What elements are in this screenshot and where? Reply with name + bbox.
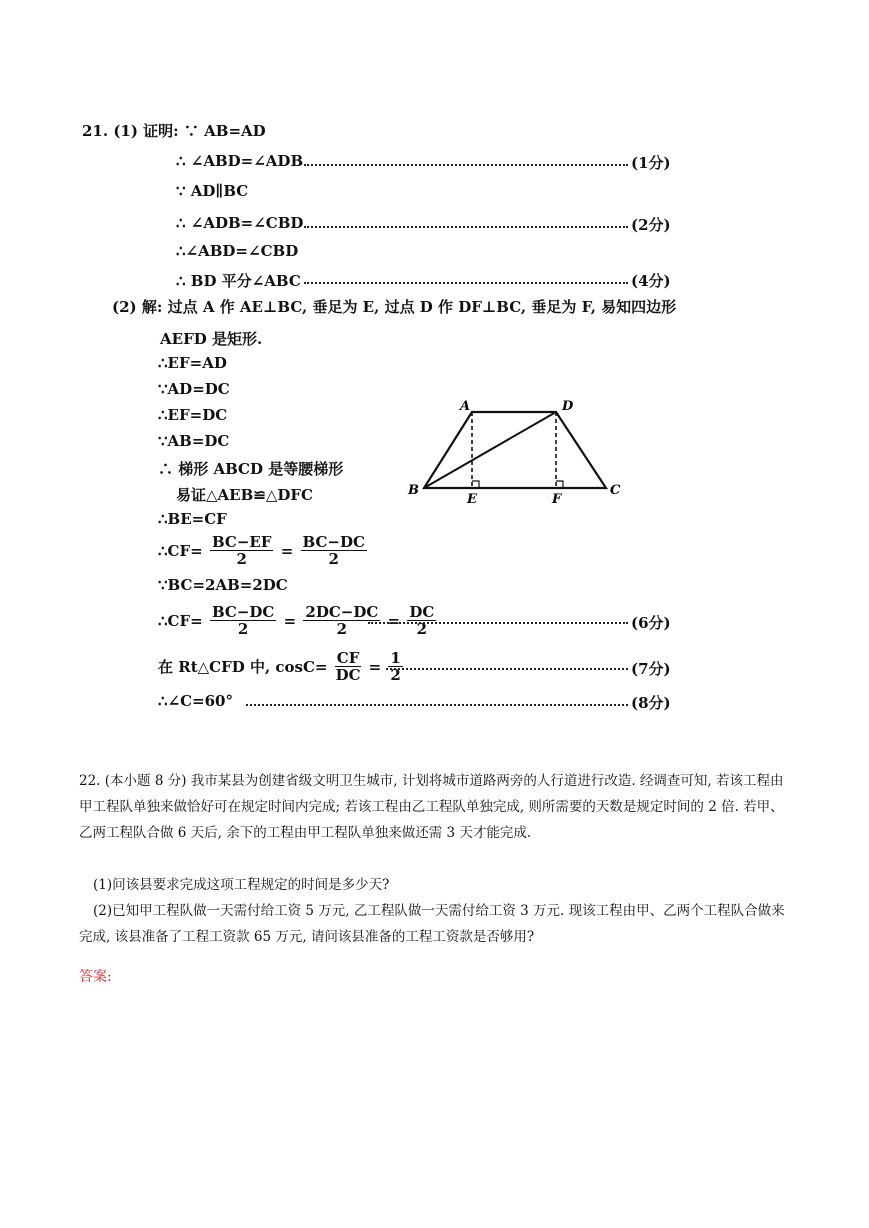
score-4: (4分) bbox=[631, 272, 671, 290]
leader-dots bbox=[304, 226, 628, 228]
score-1: (1分) bbox=[631, 154, 671, 172]
score-7: (7分) bbox=[631, 660, 671, 678]
q21-solution-scan bbox=[76, 108, 696, 728]
q21-line-13: ∴ 梯形 ABCD 是等腰梯形 bbox=[158, 460, 344, 478]
equals-sign: = bbox=[280, 541, 294, 560]
q21-line-15: ∴BE=CF bbox=[158, 510, 227, 528]
q21-line-4: ∴ ∠ADB=∠CBD bbox=[176, 214, 304, 232]
trapezoid-abcd bbox=[424, 412, 606, 488]
q21-line-17: ∵BC=2AB=2DC bbox=[158, 576, 288, 594]
q22-part-2: (2)已知甲工程队做一天需付给工资 5 万元, 乙工程队做一天需付给工资 3 万元. 现该工程由甲、乙两个工程队合做来完成, 该县准备了工程工资款 65 万元, 请问该县准备的工程工资款是否够用? bbox=[79, 903, 785, 945]
diagonal-bd bbox=[424, 412, 556, 488]
q21-line-19 bbox=[158, 650, 405, 683]
q21-line-11: ∴EF=DC bbox=[158, 406, 228, 424]
score-6: (6分) bbox=[631, 614, 671, 632]
q21-line-16 bbox=[158, 534, 369, 567]
label-b: B bbox=[408, 483, 419, 498]
q21-line-6: ∴ BD 平分∠ABC bbox=[176, 272, 301, 290]
leader-dots bbox=[304, 164, 628, 166]
score-8: (8分) bbox=[631, 694, 671, 712]
answer-label: 答案: bbox=[79, 969, 112, 985]
q22-question-text: 22. (本小题 8 分) 我市某县为创建省级文明卫生城市, 计划将城市道路两旁的人行道进行改造. 经调查可知, 若该工程由甲工程队单独来做恰好可在规定时间内完成; 若该工程由乙工程队单独完成, 则所需要的天数是规定时间的 2 倍. 若甲、乙两工程队合做 6 天后, 余下的工程由甲工程队单独来做还需 3 天才能完成. bbox=[79, 773, 784, 841]
expr-prefix: ∴CF= bbox=[158, 541, 203, 560]
leader-dots bbox=[304, 282, 628, 284]
fraction: $\frac{CF}{DC}$ bbox=[335, 649, 361, 684]
label-f: F bbox=[552, 492, 562, 507]
leader-dots bbox=[246, 704, 628, 706]
score-2: (2分) bbox=[631, 216, 671, 234]
leader-dots bbox=[368, 622, 628, 624]
q21-line-5: ∴∠ABD=∠CBD bbox=[176, 242, 299, 260]
label-e: E bbox=[467, 492, 477, 507]
expr-prefix: ∴CF= bbox=[158, 611, 203, 630]
q22-part-1: (1)问该县要求完成这项工程规定的时间是多少天? bbox=[93, 877, 390, 893]
equals-sign: = bbox=[387, 611, 401, 630]
q21-line-10: ∵AD=DC bbox=[158, 380, 230, 398]
q21-line-9: ∴EF=AD bbox=[158, 354, 227, 372]
equals-sign: = bbox=[368, 657, 382, 676]
fraction: $\frac{BC-EF}{2}$ bbox=[211, 533, 272, 568]
q21-line-2: ∴ ∠ABD=∠ADB bbox=[176, 152, 304, 170]
q21-line-14: 易证△AEB≌△DFC bbox=[176, 486, 313, 504]
leader-dots bbox=[386, 668, 628, 670]
q21-line-7: (2) 解: 过点 A 作 AE⊥BC, 垂足为 E, 过点 D 作 DF⊥BC, 垂足为 F, 易知四边形 bbox=[112, 298, 677, 316]
q21-line-12: ∵AB=DC bbox=[158, 432, 230, 450]
trapezoid-figure bbox=[406, 388, 636, 508]
q21-line-20: ∴∠C=60° bbox=[158, 692, 233, 710]
expr-prefix: 在 Rt△CFD 中, cosC= bbox=[158, 658, 328, 676]
q21-line-3: ∵ AD∥BC bbox=[176, 182, 249, 200]
fraction: $\frac{2DC-DC}{2}$ bbox=[305, 603, 379, 638]
q21-line-18 bbox=[158, 604, 438, 637]
fraction: $\frac{BC-DC}{2}$ bbox=[211, 603, 275, 638]
label-d: D bbox=[562, 399, 574, 414]
q21-line-1: 21. (1) 证明: ∵ AB=AD bbox=[82, 122, 266, 140]
label-a: A bbox=[460, 399, 471, 414]
equals-sign: = bbox=[283, 611, 297, 630]
label-c: C bbox=[610, 483, 621, 498]
fraction: $\frac{DC}{2}$ bbox=[409, 603, 435, 638]
fraction: $\frac{1}{2}$ bbox=[390, 649, 401, 684]
fraction: $\frac{BC-DC}{2}$ bbox=[302, 533, 365, 568]
q21-line-8: AEFD 是矩形. bbox=[160, 330, 263, 348]
